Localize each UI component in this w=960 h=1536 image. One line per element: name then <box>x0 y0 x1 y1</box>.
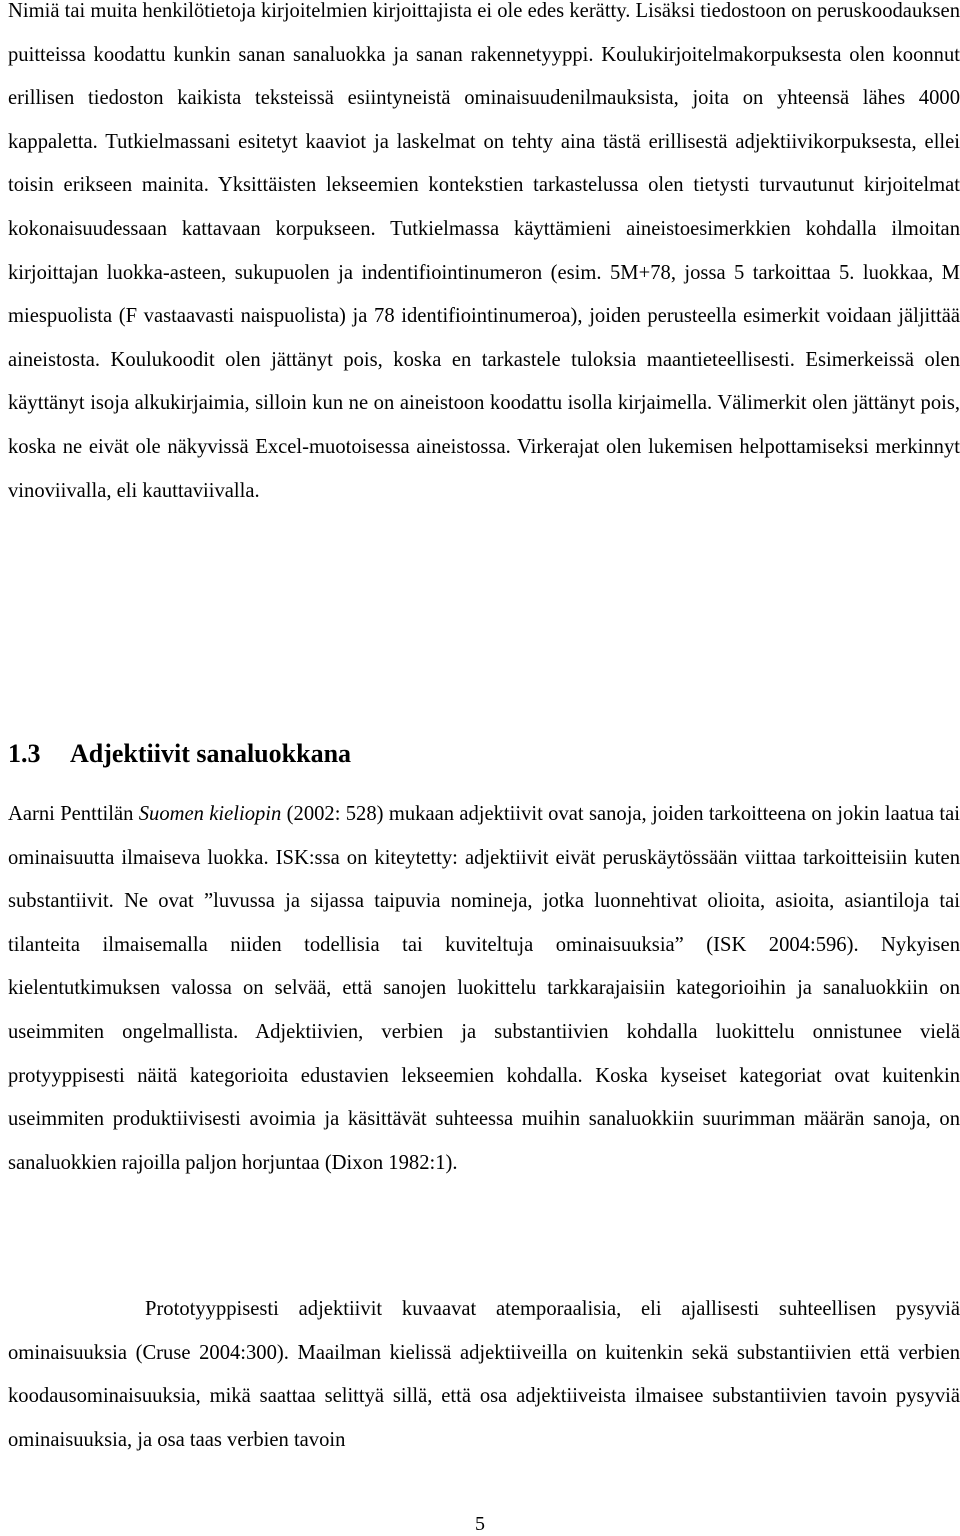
paragraph-2-rest: (2002: 528) mukaan adjektiivit ovat sanoja, joiden tarkoitteena on jokin laatua tai ominaisuutta ilmaiseva luokka. ISK:ssa on kiteytetty: adjektiivit eivät peruskäytössään viittaa tarkoitteisiin kuten substantiivit. Ne ovat ”luvussa ja sijassa taipuvia nomineja, jotka luonnehtivat olioita, asioita, asiantiloja tai tilanteita ilmaisemalla niiden todellisia tai kuviteltuja ominaisuuksia” (ISK 2004:596). Nykyisen kielentutkimuksen valossa on selvää, että sanojen luokittelu tarkkarajaisiin kategorioihin ja sanaluokkiin on useimmiten ongelmallista. Adjektiivien, verbien ja substantiivien kohdalla luokittelu onnistunee vielä protyyppisesti näitä kategorioita edustavien lekseemien kohdalla. Koska kyseiset kategoriat ovat kuitenkin useimmiten produktiivisesti avoimia ja käsittävät suhteessa muihin sanaluokkiin suurimman määrän sanoja, on sanaluokkien rajoilla paljon horjuntaa (Dixon 1982:1). <box>8 803 960 1174</box>
section-number: 1.3 <box>8 739 41 768</box>
body-paragraph-1: Nimiä tai muita henkilötietoja kirjoitelmien kirjoittajista ei ole edes kerätty. Lisäksi tiedostoon on peruskoodauksen puitteissa koodattu kunkin sanan sanaluokka ja sanan rakennetyyppi. Koulukirjoitelmakorpuksesta olen koonnut erillisen tiedoston kaikista teksteissä esiintyneistä ominaisuudenilmauksista, joita on yhteensä lähes 4000 kappaletta. Tutkielmassani esitetyt kaaviot ja laskelmat on tehty aina tästä erillisestä adjektiivikorpuksesta, ellei toisin erikseen mainita. Yksittäisten lekseemien kontekstien tarkastelussa olen tietysti turvautunut kirjoitelmat kokonaisuudessaan kattavaan korpukseen. Tutkielmassa käyttämieni aineistoesimerkkien kohdalla ilmoitan kirjoittajan luokka-asteen, sukupuolen ja indentifiointinumeron (esim. 5M+78, jossa 5 tarkoittaa 5. luokkaa, M miespuolista (F vastaavasti naispuolista) ja 78 identifiointinumeroa), joiden perusteella esimerkit voidaan jäljittää aineistosta. Koulukoodit olen jättänyt pois, koska en tarkastele tuloksia maantieteellisesti. Esimerkeissä olen käyttänyt isoja alkukirjaimia, silloin kun ne on aineistoon koodattu isolla kirjaimella. Välimerkit olen jättänyt pois, koska ne eivät ole näkyvissä Excel-muotoisessa aineistossa. Virkerajat olen lukemisen helpottamiseksi merkinnyt vinoviivalla, eli kauttaviivalla. <box>8 0 960 502</box>
body-paragraph-2 <box>8 793 960 1185</box>
cited-book-title: Suomen kieliopin <box>138 803 282 825</box>
section-heading <box>8 738 351 770</box>
section-title: Adjektiivit sanaluokkana <box>70 739 352 768</box>
page-number: 5 <box>475 1513 485 1535</box>
paragraph-2-lead: Aarni Penttilän <box>8 803 139 825</box>
body-paragraph-3: Prototyyppisesti adjektiivit kuvaavat atemporaalisia, eli ajallisesti suhteellisen pysyviä ominaisuuksia (Cruse 2004:300). Maailman kielissä adjektiiveilla on kuitenkin sekä substantiivien että verbien koodausominaisuuksia, mikä saattaa selittyä sillä, että osa adjektiiveista ilmaisee substantiivien tavoin pysyviä ominaisuuksia, ja osa taas verbien tavoin <box>8 1298 960 1451</box>
